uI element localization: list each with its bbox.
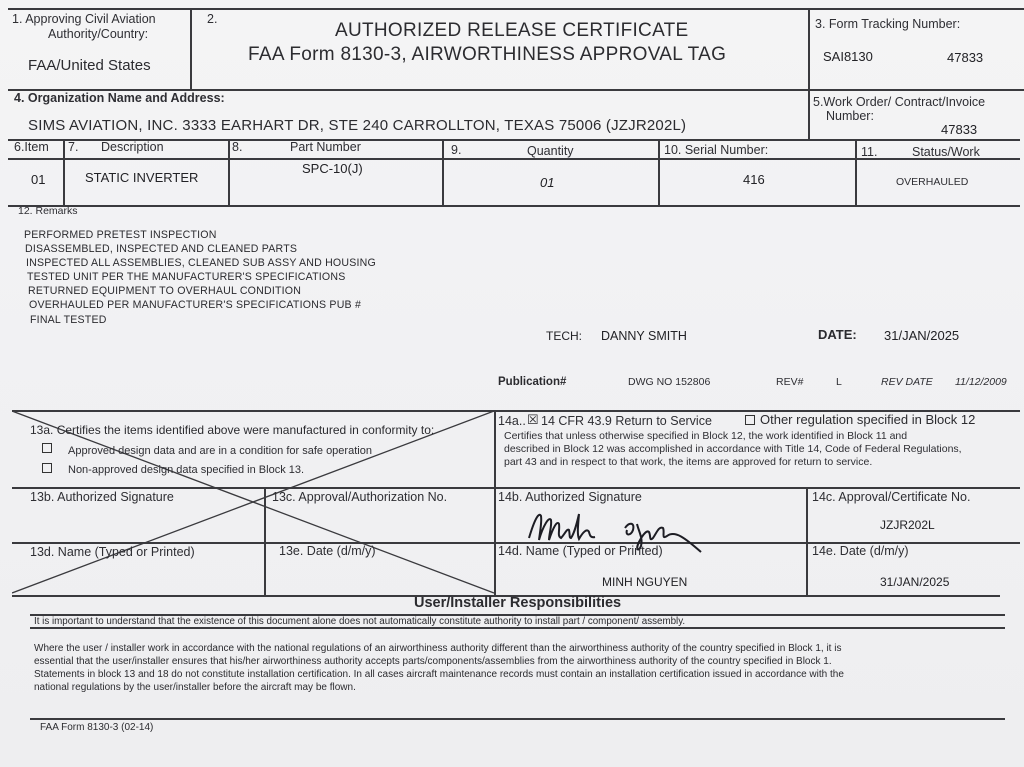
b2-label: 2. xyxy=(207,12,218,26)
b13d-label: 13d. Name (Typed or Printed) xyxy=(30,545,195,559)
b13a-option1: Approved design data and are in a condition for safe operation xyxy=(68,445,372,457)
b14a-other: Other regulation specified in Block 12 xyxy=(760,412,976,427)
col-item: 6.Item xyxy=(14,140,49,154)
resp-para-4: national regulations by the user/installer before the aircraft may be flown. xyxy=(34,682,356,693)
tech-name: DANNY SMITH xyxy=(601,329,687,343)
b14c-label: 14c. Approval/Certificate No. xyxy=(812,490,971,504)
rev-label: REV# xyxy=(776,376,804,388)
col-qty: Quantity xyxy=(527,144,574,158)
row-status: OVERHAULED xyxy=(896,176,969,188)
pub-label: Publication# xyxy=(498,376,567,388)
b14d-label: 14d. Name (Typed or Printed) xyxy=(498,544,663,558)
b5-label: 5.Work Order/ Contract/Invoice xyxy=(813,95,986,109)
b14b-label: 14b. Authorized Signature xyxy=(498,490,642,504)
b4-label: 4. Organization Name and Address: xyxy=(14,91,225,105)
rule-v-qty xyxy=(658,139,660,205)
b1-value: FAA/United States xyxy=(28,57,151,74)
rule-items-bottom xyxy=(8,205,1020,207)
col-part: Part Number xyxy=(290,140,361,154)
col-status-no: 11. xyxy=(861,145,878,159)
revdate-value: 11/12/2009 xyxy=(955,376,1007,388)
remark-line: OVERHAULED PER MANUFACTURER'S SPECIFICATIONS PUB # xyxy=(29,299,362,311)
rule-v-serial xyxy=(855,139,857,205)
col-part-no: 8. xyxy=(232,140,243,154)
b13a-label: 13a. Certifies the items identified above were manufactured in conformity to: xyxy=(30,423,435,437)
b13c-label: 13c. Approval/Authorization No. xyxy=(272,490,448,504)
b13b-label: 13b. Authorized Signature xyxy=(30,490,174,504)
b5-value: 47833 xyxy=(941,122,978,137)
b3-prefix: SAI8130 xyxy=(823,49,873,64)
form-title: AUTHORIZED RELEASE CERTIFICATE xyxy=(335,20,689,41)
resp-para-3: Statements in block 13 and 18 do not constitute installation certification. In all cases aircraft maintenance records must contain an installation certification issued in accordance with the xyxy=(34,669,844,680)
rule-v-part xyxy=(442,139,444,205)
resp-para-1: Where the user / installer work in accordance with the national regulations of an airworthiness authority different than the airworthiness authority of the country specified in Block 1, it is xyxy=(34,643,842,654)
col-status: Status/Work xyxy=(912,145,980,159)
b3-label: 3. Form Tracking Number: xyxy=(815,17,961,31)
remarks-label: 12. Remarks xyxy=(18,205,78,217)
b1-label-2: Authority/Country: xyxy=(48,27,149,41)
b14d-value: MINH NGUYEN xyxy=(602,575,688,589)
remark-line: TESTED UNIT PER THE MANUFACTURER'S SPECIFICATIONS xyxy=(27,271,346,283)
rule-resp-line1 xyxy=(30,627,1005,629)
remark-line: PERFORMED PRETEST INSPECTION xyxy=(24,229,217,241)
b14a-text-1: Certifies that unless otherwise specified in Block 12, the work identified in Block 11 and xyxy=(504,430,908,442)
b3-number: 47833 xyxy=(947,50,984,65)
remark-line: DISASSEMBLED, INSPECTED AND CLEANED PARTS xyxy=(25,243,298,255)
resp-para-2: essential that the user/installer ensures that his/her airworthiness authority accepts parts/components/assemblies from the airworthiness authority of the country specified in Block 1. xyxy=(34,656,832,667)
row-serial: 416 xyxy=(743,172,765,187)
b1-label: 1. Approving Civil Aviation xyxy=(12,12,156,26)
rule-top xyxy=(8,8,1024,10)
rule-resp-bottom xyxy=(30,718,1005,720)
remark-line: INSPECTED ALL ASSEMBLIES, CLEANED SUB ASSY AND HOUSING xyxy=(26,257,376,269)
b14a-text-3: part 43 and in respect to that work, the items are approved for return to service. xyxy=(504,456,873,468)
col-desc: Description xyxy=(101,140,164,154)
row-quantity: 01 xyxy=(540,175,555,190)
b13a-option2: Non-approved design data specified in Block 13. xyxy=(68,464,305,476)
resp-line1: It is important to understand that the existence of this document alone does not automatically constitute authority to install part / component/ assembly. xyxy=(34,616,686,627)
b13a-option1-checkbox[interactable] xyxy=(42,443,52,453)
b14a-other-checkbox[interactable] xyxy=(745,415,755,425)
form-id: FAA Form 8130-3 (02-14) xyxy=(40,722,154,733)
b5-label-2: Number: xyxy=(826,109,874,123)
row-description: STATIC INVERTER xyxy=(85,170,199,185)
col-serial: 10. Serial Number: xyxy=(664,143,769,157)
remark-line: RETURNED EQUIPMENT TO OVERHAUL CONDITION xyxy=(28,285,302,297)
b4-value: SIMS AVIATION, INC. 3333 EARHART DR, STE 240 CARROLLTON, TEXAS 75006 (JZJR202L) xyxy=(28,117,687,134)
b14c-value: JZJR202L xyxy=(880,518,935,532)
col-qty-no: 9. xyxy=(451,143,462,157)
tech-label: TECH: xyxy=(546,329,582,343)
b14e-value: 31/JAN/2025 xyxy=(880,575,950,589)
row-item: 01 xyxy=(31,172,46,187)
rule-v-item xyxy=(63,139,65,205)
date-value: 31/JAN/2025 xyxy=(884,328,960,343)
rule-v-desc xyxy=(228,139,230,205)
form-subtitle: FAA Form 8130-3, AIRWORTHINESS APPROVAL TAG xyxy=(248,44,727,65)
b13e-label: 13e. Date (d/m/y) xyxy=(279,544,376,558)
pub-value: DWG NO 152806 xyxy=(628,376,711,388)
rev-value: L xyxy=(836,376,842,388)
b14a-label: 14 CFR 43.9 Return to Service xyxy=(541,414,712,428)
b14a-text-2: described in Block 12 was accomplished in accordance with Title 14, Code of Federal Regulations, xyxy=(504,443,962,455)
b13a-option2-checkbox[interactable] xyxy=(42,463,52,473)
b14a-prefix: 14a.. xyxy=(498,414,526,428)
rule-v-b3 xyxy=(808,9,810,89)
row-part-number: SPC-10(J) xyxy=(302,161,363,176)
resp-title: User/Installer Responsibilities xyxy=(414,595,622,611)
b14e-label: 14e. Date (d/m/y) xyxy=(812,544,909,558)
date-label: DATE: xyxy=(818,327,857,342)
b14a-checkbox-checked[interactable]: ☒ xyxy=(527,412,539,427)
rule-v-14b xyxy=(806,488,808,595)
revdate-label: REV DATE xyxy=(881,376,933,388)
remark-line: FINAL TESTED xyxy=(30,314,107,326)
rule-v-b1 xyxy=(190,9,192,89)
col-desc-no: 7. xyxy=(68,140,79,154)
rule-v-b5 xyxy=(808,90,810,139)
